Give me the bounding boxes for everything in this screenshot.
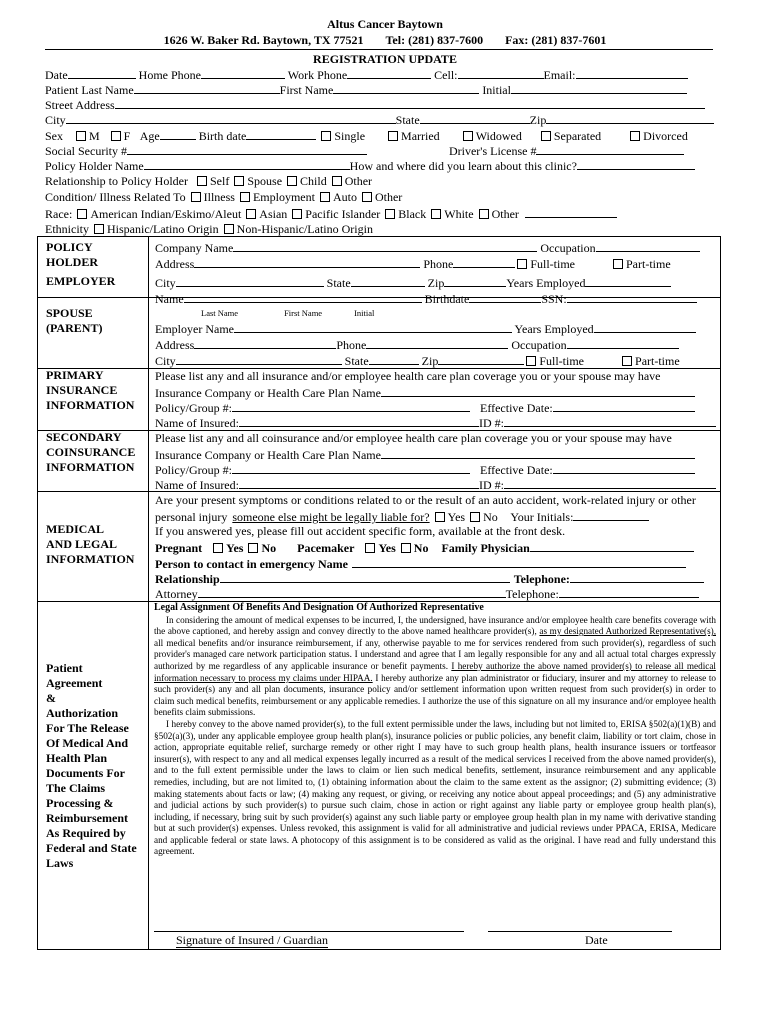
section-label-line: INFORMATION: [46, 552, 135, 566]
policy-holder-name-label: Policy Holder Name: [45, 159, 144, 173]
drivers-license-label: Driver's License #: [448, 144, 537, 158]
emp-city-field[interactable]: [176, 275, 324, 287]
sp-row-name-hints: [155, 306, 374, 320]
divorced-checkbox[interactable]: [630, 131, 640, 141]
sec-company-label: Insurance Company or Health Care Plan Name: [155, 448, 381, 462]
row-ssn: [45, 143, 684, 158]
section-label-line: COINSURANCE: [46, 445, 136, 459]
single-label: Single: [334, 129, 366, 143]
date-field[interactable]: [68, 67, 136, 79]
section-label-line: INSURANCE: [46, 383, 118, 397]
pri-row-insured: [155, 415, 716, 430]
sp-birthdate-label: Birthdate: [424, 292, 470, 306]
first-name-field[interactable]: [333, 82, 479, 94]
sec-insured-field[interactable]: [239, 477, 479, 489]
row-policy-holder: [45, 158, 695, 173]
legal-p1e: I hereby authorize any plan administrator or fiduciary, insurer and my attorney to release to such provider(s) any and all plan documents, insurance policy and/or settlement information upon written request from such provider(s) in order to claim such medical benefits, reimbursement or any applicable remedies. I authorize the use of this signature on all my insurance and/or employee health benefits claim submissions.: [154, 672, 717, 718]
emp-company-label: Company Name: [155, 241, 234, 255]
sp-ssn-label: SSN:: [541, 292, 567, 306]
sex-m-checkbox[interactable]: [76, 131, 86, 141]
section-spouse: [46, 306, 102, 336]
race-black-label: Black: [398, 207, 427, 221]
work-phone-field[interactable]: [347, 67, 431, 79]
sp-state-label: State: [344, 354, 369, 368]
sp-years-label: Years Employed: [514, 322, 594, 336]
zip-field[interactable]: [546, 112, 714, 124]
med-attorney-field[interactable]: [198, 586, 506, 598]
section-agreement: [46, 661, 137, 871]
section-primary: [46, 368, 134, 413]
sec-row-company: [155, 447, 695, 462]
form-title: REGISTRATION UPDATE: [313, 52, 457, 66]
row-street: [45, 97, 705, 112]
email-label: Email:: [543, 68, 576, 82]
race-black-checkbox[interactable]: [385, 209, 395, 219]
sp-parttime-checkbox[interactable]: [622, 356, 632, 366]
med-q2b: someone else might be legally liable for?: [232, 510, 430, 524]
home-phone-field[interactable]: [201, 67, 285, 79]
policy-holder-name-field[interactable]: [144, 158, 350, 170]
date-line[interactable]: [488, 931, 672, 932]
condition-label: Condition/ Illness Related To: [45, 190, 186, 204]
section-label-line: HOLDER: [46, 255, 99, 269]
cell-field[interactable]: [458, 67, 544, 79]
grid-divider: [148, 237, 149, 949]
age-field[interactable]: [160, 128, 196, 140]
section-label-line: MEDICAL: [46, 522, 105, 536]
sp-phone-label: Phone: [336, 338, 367, 352]
sp-name-field[interactable]: [184, 291, 422, 303]
med-relationship-field[interactable]: [220, 571, 510, 583]
emp-occupation-field[interactable]: [596, 240, 700, 252]
sp-occupation-field[interactable]: [567, 337, 679, 349]
pri-instruction: Please list any and all insurance and/or employee health care plan coverage you or your spouse may have: [155, 369, 661, 383]
sp-city-field[interactable]: [176, 353, 342, 365]
legal-p1d: I hereby authorize the above named provider(s) to release all medical information necessary to process my claims under HIPAA.: [154, 660, 716, 683]
sp-address-field[interactable]: [194, 337, 336, 349]
rel-child-checkbox[interactable]: [287, 176, 297, 186]
work-phone-label: Work Phone: [287, 68, 348, 82]
row-condition: [45, 190, 402, 204]
sec-id-label: ID #:: [478, 478, 504, 492]
sex-f-label: F: [123, 129, 131, 143]
cond-illness-checkbox[interactable]: [191, 192, 201, 202]
row-date-phones: [45, 67, 688, 82]
rel-spouse-label: Spouse: [247, 174, 283, 188]
med-initials-field[interactable]: [573, 509, 649, 521]
sp-fulltime-checkbox[interactable]: [526, 356, 536, 366]
pri-id-label: ID #:: [478, 416, 504, 430]
agreement-label-line: The Claims: [46, 781, 106, 795]
sec-company-field[interactable]: [381, 447, 695, 459]
cond-employment-label: Employment: [252, 190, 315, 204]
birth-date-field[interactable]: [246, 128, 316, 140]
sp-row-city: [155, 353, 680, 368]
med-initials-label: Your Initials:: [510, 510, 574, 524]
section-label-line: POLICY: [46, 240, 93, 254]
clinic-tel: Tel: (281) 837-7600: [385, 33, 484, 47]
signature-date-label: Date: [585, 933, 608, 947]
separated-label: Separated: [553, 129, 602, 143]
race-white-checkbox[interactable]: [431, 209, 441, 219]
sp-birthdate-field[interactable]: [469, 291, 541, 303]
med-relationship-label: Relationship: [155, 572, 220, 586]
sp-state-field[interactable]: [369, 353, 419, 365]
header-rule: [45, 49, 713, 50]
race-asian-label: Asian: [259, 207, 288, 221]
emp-parttime-label: Part-time: [626, 257, 671, 271]
agreement-label-line: Of Medical And: [46, 736, 129, 750]
med-pacemaker-no-label: No: [413, 541, 429, 555]
emp-row-company: [155, 240, 700, 255]
signature-label: Signature of Insured / Guardian: [176, 933, 328, 947]
sec-insured-label: Name of Insured:: [155, 478, 239, 492]
section-label-line: INFORMATION: [46, 398, 135, 412]
sp-ssn-field[interactable]: [567, 291, 697, 303]
cond-other-label: Other: [374, 190, 403, 204]
legal-p1c: all medical benefits and/or insurance reimbursement, if any, otherwise payable to me for services rendered from such provider(s), regardless of such provider's managed care network participation status. I understand and agree that I am legally responsible for any and all actual total charges expressly authorized by me regardless of any applicable insurance or benefit payments.: [154, 637, 716, 671]
emp-phone-field[interactable]: [453, 256, 515, 268]
sp-phone-field[interactable]: [366, 337, 508, 349]
city-label: City: [45, 113, 66, 127]
pri-policy-label: Policy/Group #:: [155, 401, 232, 415]
pri-policy-field[interactable]: [232, 400, 470, 412]
emp-city-label: City: [155, 276, 176, 290]
sec-policy-label: Policy/Group #:: [155, 463, 232, 477]
single-checkbox[interactable]: [321, 131, 331, 141]
emp-fulltime-label: Full-time: [530, 257, 575, 271]
sp-parttime-label: Part-time: [635, 354, 680, 368]
med-attorney-phone-label: Telephone:: [505, 587, 559, 601]
emp-state-field[interactable]: [351, 275, 425, 287]
cond-auto-checkbox[interactable]: [320, 192, 330, 202]
sp-address-label: Address: [155, 338, 195, 352]
birth-date-label: Birth date: [198, 129, 247, 143]
agreement-label-line: As Required by: [46, 826, 126, 840]
sp-hint-first: First Name: [284, 308, 323, 318]
section-label-line: INFORMATION: [46, 460, 135, 474]
sp-employer-field[interactable]: [234, 321, 512, 333]
med-pacemaker-no-checkbox[interactable]: [401, 543, 411, 553]
med-q3: If you answered yes, please fill out accident specific form, available at the front desk.: [155, 524, 566, 538]
agreement-label-line: &: [46, 691, 56, 705]
emp-row-city: [155, 275, 671, 290]
med-liable-no-checkbox[interactable]: [470, 512, 480, 522]
rel-other-label: Other: [344, 174, 373, 188]
relationship-label: Relationship to Policy Holder: [45, 174, 188, 188]
clinic-contact: [0, 33, 770, 48]
med-pregnant-label: Pregnant: [155, 541, 203, 555]
race-white-label: White: [444, 207, 474, 221]
race-ai-checkbox[interactable]: [77, 209, 87, 219]
drivers-license-field[interactable]: [536, 143, 684, 155]
clinic-address: 1626 W. Baker Rd. Baytown, TX 77521: [163, 33, 364, 47]
emp-fulltime-checkbox[interactable]: [517, 259, 527, 269]
divorced-label: Divorced: [643, 129, 688, 143]
ethnicity-label: Ethnicity: [45, 222, 89, 236]
sec-row-policy: [155, 462, 695, 477]
eth-non-checkbox[interactable]: [224, 224, 234, 234]
sp-zip-field[interactable]: [438, 353, 524, 365]
eth-hispanic-checkbox[interactable]: [94, 224, 104, 234]
race-asian-checkbox[interactable]: [246, 209, 256, 219]
sp-zip-label: Zip: [421, 354, 439, 368]
section-medical: [46, 522, 134, 567]
eth-non-label: Non-Hispanic/Latino Origin: [236, 222, 373, 236]
legal-p1a: In considering the amount of medical expenses to be incurred, I, the undersigned, have insurance and/or employee health care benefits coverage with the above captioned, and hereby assign and convey directly to the above named healthcare provider(s),: [154, 614, 716, 637]
med-pacemaker-yes-label: Yes: [378, 541, 396, 555]
city-field[interactable]: [66, 112, 396, 124]
section-label-line: AND LEGAL: [46, 537, 118, 551]
initial-label: Initial: [482, 83, 511, 97]
med-row-q2: [155, 509, 649, 524]
med-physician-label: Family Physician: [441, 541, 530, 555]
race-ai-label: American Indian/Eskimo/Aleut: [90, 207, 242, 221]
state-label: State: [395, 113, 420, 127]
form-grid: [37, 236, 721, 950]
med-physician-field[interactable]: [530, 540, 694, 552]
emp-address-label: Address: [155, 257, 195, 271]
row-patient-name: [45, 82, 687, 97]
med-attorney-phone-field[interactable]: [559, 586, 699, 598]
rel-child-label: Child: [300, 174, 327, 188]
legal-title: Legal Assignment Of Benefits And Designation Of Authorized Representative: [154, 602, 484, 613]
patient-last-name-label: Patient Last Name: [45, 83, 134, 97]
legal-paragraph-2: I hereby convey to the above named provider(s), to the full extent permissible under the laws, including but not limited to, ERISA §502(a)(1)(B) and §502(a)(3), under any applicable employee group health plan(s), insurance policies or public policies, any benefit claim, liability or tort claim, chose in action, appropriate equitable relief, surcharge remedy or other right I may have to such group health plans, health insurance issuers or tortfeasor insurer(s), with respect to any and all medical expenses legally incurred as a result of the medical services I received from the above named provider(s), and to the full extent permissible under the laws to claim or lien such medical benefits, settlement, insurance reimbursement and any applicable remedies, including, but are not limited to, (1) obtaining information about the claim to the same extent as the assignor; (2) submitting evidence; (3) making statements about facts or law; (4) making any request, or giving, or receiving any notice about appeal proceedings; and (5) any administrative and judicial actions by such provider(s) to pursue such claim, chose in action or right against any liable party or employee group health plan(s), including, if necessary, bring suit by such provider(s) against any such liable party or employee group health plan in my name with derivative standing but at such provider(s) expenses. Unless revoked, this assignment is valid for all administrative and judicial reviews under PPACA, ERISA, Medicare and applicable federal or state laws. A photocopy of this assignment is to be considered as valid as the original. I have read and fully understand this agreement.: [154, 718, 716, 857]
section-label-line: SECONDARY: [46, 430, 122, 444]
pri-row-company: [155, 385, 695, 400]
agreement-label-line: Documents For: [46, 766, 125, 780]
legal-p1b: as my designated Authorized Representative(s),: [539, 626, 717, 637]
rel-self-checkbox[interactable]: [197, 176, 207, 186]
row-ethnicity: [45, 222, 373, 236]
med-pregnant-yes-label: Yes: [226, 541, 244, 555]
agreement-label-line: Reimbursement: [46, 811, 128, 825]
sec-instruction: Please list any and all coinsurance and/or employee health care plan coverage you or your spouse may have: [155, 431, 672, 445]
agreement-label-line: Health Plan: [46, 751, 108, 765]
pri-id-field[interactable]: [504, 415, 716, 427]
med-pacemaker-label: Pacemaker: [297, 541, 355, 555]
sp-row-address: [155, 337, 679, 352]
separated-checkbox[interactable]: [541, 131, 551, 141]
agreement-label-line: For The Release: [46, 721, 129, 735]
sec-row-insured: [155, 477, 716, 492]
med-pregnant-yes-checkbox[interactable]: [213, 543, 223, 553]
med-attorney-label: Attorney: [155, 587, 198, 601]
pri-effective-label: Effective Date:: [480, 401, 553, 415]
med-q1: Are your present symptoms or conditions related to or the result of an auto accident, work-related injury or other: [155, 493, 696, 507]
cond-auto-label: Auto: [332, 190, 357, 204]
med-liable-no-label: No: [483, 510, 498, 524]
med-emergency-phone-field[interactable]: [570, 571, 704, 583]
legal-paragraph-1: [154, 615, 716, 719]
emp-parttime-checkbox[interactable]: [613, 259, 623, 269]
emp-years-field[interactable]: [585, 275, 671, 287]
zip-label: Zip: [529, 113, 547, 127]
street-address-field[interactable]: [115, 97, 705, 109]
rel-spouse-checkbox[interactable]: [234, 176, 244, 186]
race-other-checkbox[interactable]: [479, 209, 489, 219]
cond-illness-label: Illness: [203, 190, 235, 204]
section-employer: EMPLOYER: [46, 274, 116, 288]
med-q2a: personal injury: [155, 510, 228, 524]
sec-id-field[interactable]: [504, 477, 716, 489]
how-learn-field[interactable]: [577, 158, 695, 170]
med-row-relationship: [155, 571, 704, 586]
emp-state-label: State: [326, 276, 351, 290]
first-name-label: First Name: [279, 83, 334, 97]
pri-effective-field[interactable]: [553, 400, 695, 412]
med-row-pregnant: [155, 540, 694, 555]
agreement-label-line: Patient: [46, 661, 83, 675]
agreement-label-line: Processing &: [46, 796, 114, 810]
emp-occupation-label: Occupation: [540, 241, 596, 255]
sp-occupation-label: Occupation: [511, 338, 567, 352]
how-learn-label: How and where did you learn about this clinic?: [349, 159, 577, 173]
home-phone-label: Home Phone: [138, 68, 201, 82]
date-label: Date: [45, 68, 68, 82]
pri-insured-label: Name of Insured:: [155, 416, 239, 430]
med-emergency-label: Person to contact in emergency Name: [155, 557, 348, 571]
rel-self-label: Self: [210, 174, 230, 188]
med-pregnant-no-checkbox[interactable]: [248, 543, 258, 553]
row-race: [45, 206, 617, 221]
row-sex: [45, 128, 688, 143]
race-other-label: Other: [491, 207, 519, 221]
section-secondary: [46, 430, 135, 475]
section-label-line: (PARENT): [46, 321, 103, 335]
med-pregnant-no-label: No: [261, 541, 277, 555]
agreement-label-line: Agreement: [46, 676, 103, 690]
state-field[interactable]: [420, 112, 530, 124]
med-pacemaker-yes-checkbox[interactable]: [365, 543, 375, 553]
med-emergency-phone-label: Telephone:: [513, 572, 570, 586]
widowed-checkbox[interactable]: [463, 131, 473, 141]
sp-years-field[interactable]: [594, 321, 696, 333]
agreement-label-line: Laws: [46, 856, 74, 870]
patient-last-name-field[interactable]: [134, 82, 280, 94]
sp-hint-initial: Initial: [354, 308, 375, 318]
married-label: Married: [401, 129, 440, 143]
rel-other-checkbox[interactable]: [332, 176, 342, 186]
cond-other-checkbox[interactable]: [362, 192, 372, 202]
emp-phone-label: Phone: [423, 257, 454, 271]
legal-assignment: [154, 602, 716, 858]
sp-employer-label: Employer Name: [155, 322, 234, 336]
sp-city-label: City: [155, 354, 176, 368]
sp-fulltime-label: Full-time: [539, 354, 585, 368]
emp-company-field[interactable]: [233, 240, 537, 252]
sec-effective-label: Effective Date:: [480, 463, 553, 477]
emp-address-field[interactable]: [194, 256, 420, 268]
sex-label: Sex: [45, 129, 63, 143]
sec-effective-field[interactable]: [553, 462, 695, 474]
race-pi-label: Pacific Islander: [305, 207, 381, 221]
signature-line[interactable]: [154, 931, 464, 932]
race-label: Race:: [45, 207, 73, 221]
sp-row-name: [155, 291, 697, 306]
med-liable-yes-label: Yes: [447, 510, 466, 524]
race-other-field[interactable]: [525, 206, 617, 218]
pri-insured-field[interactable]: [239, 415, 479, 427]
pri-company-field[interactable]: [381, 385, 695, 397]
section-label-line: PRIMARY: [46, 368, 104, 382]
row-city: [45, 112, 714, 127]
agreement-label-line: Federal and State: [46, 841, 137, 855]
emp-zip-field[interactable]: [444, 275, 506, 287]
clinic-name: Altus Cancer Baytown: [327, 17, 443, 31]
age-label: Age: [139, 129, 160, 143]
section-policy-holder: [46, 240, 98, 270]
cond-employment-checkbox[interactable]: [240, 192, 250, 202]
eth-hispanic-label: Hispanic/Latino Origin: [107, 222, 219, 236]
med-emergency-field[interactable]: [352, 556, 686, 568]
ssn-label: Social Security #: [45, 144, 127, 158]
emp-years-label: Years Employed: [506, 276, 586, 290]
ssn-field[interactable]: [127, 143, 367, 155]
med-liable-yes-checkbox[interactable]: [435, 512, 445, 522]
street-address-label: Street Address: [45, 98, 115, 112]
cell-label: Cell:: [434, 68, 458, 82]
sp-row-employer: [155, 321, 696, 336]
row-relationship: [45, 174, 372, 188]
sp-hint-last: Last Name: [201, 308, 239, 318]
sex-f-checkbox[interactable]: [111, 131, 121, 141]
clinic-fax: Fax: (281) 837-7601: [505, 33, 607, 47]
section-label-line: SPOUSE: [46, 306, 93, 320]
sex-m-label: M: [89, 129, 100, 143]
pri-company-label: Insurance Company or Health Care Plan Name: [155, 386, 381, 400]
med-row-attorney: [155, 586, 699, 601]
married-checkbox[interactable]: [388, 131, 398, 141]
initial-field[interactable]: [511, 82, 687, 94]
agreement-label-line: Authorization: [46, 706, 118, 720]
emp-row-address: [155, 256, 671, 271]
emp-zip-label: Zip: [427, 276, 445, 290]
pri-row-policy: [155, 400, 695, 415]
sec-policy-field[interactable]: [232, 462, 470, 474]
widowed-label: Widowed: [475, 129, 522, 143]
med-row-emergency: [155, 556, 686, 571]
race-pi-checkbox[interactable]: [292, 209, 302, 219]
sp-name-label: Name: [155, 292, 184, 306]
email-field[interactable]: [576, 67, 688, 79]
